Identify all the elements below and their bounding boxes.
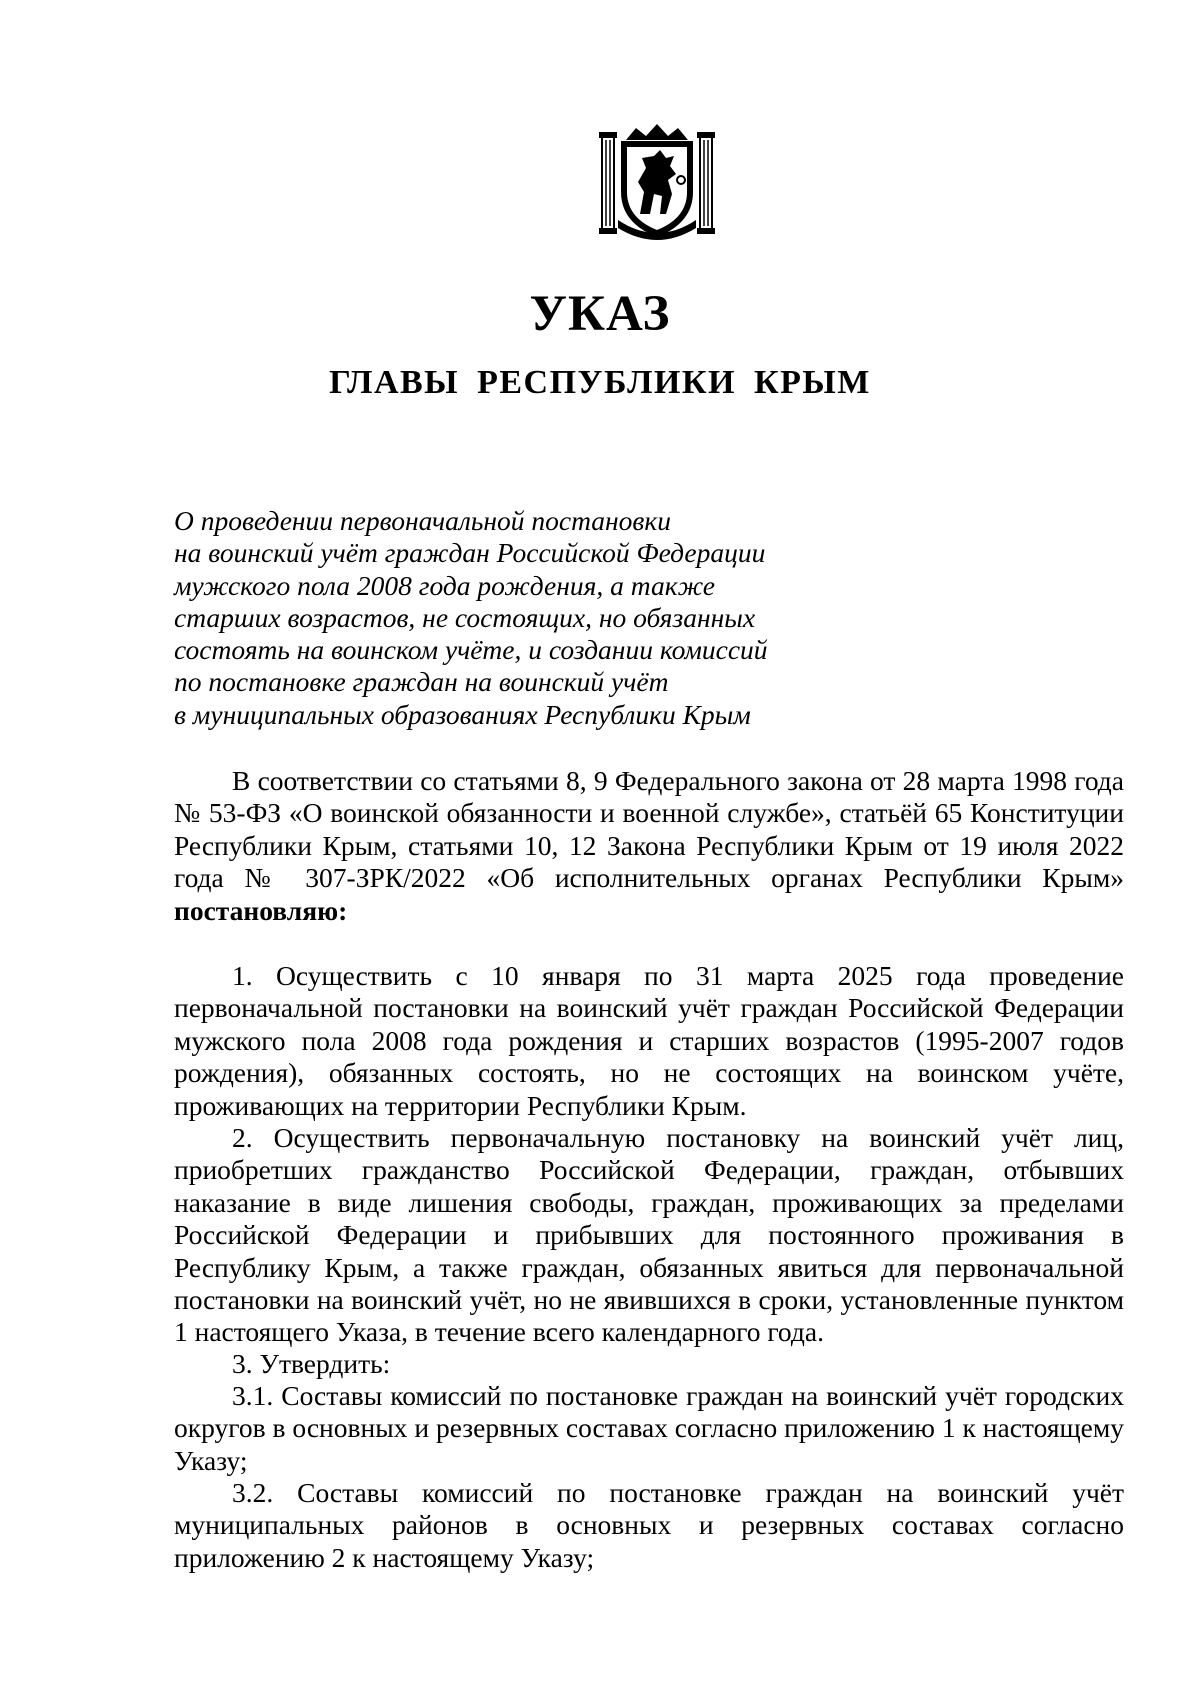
- subject-line: на воинский учёт граждан Российской Федерации: [174, 537, 766, 569]
- document-subject: [174, 505, 834, 731]
- paragraph-1: 1. Осуществить с 10 января по 31 марта 2025 года проведение первоначальной постановки на воинский учёт граждан Российской Федерации мужского пола 2008 года рождения и старших возрастов (1995-2007 годов рождения), обязанных состоять, но не состоящих на воинском учёте, проживающих на территории Республики Крым.: [174, 960, 1124, 1121]
- paragraph-2: 2. Осуществить первоначальную постановку на воинский учёт лиц, приобретших гражданство Российской Федерации, граждан, отбывших наказание в виде лишения свободы, граждан, проживающих за пределами Российской Федерации и прибывших для постоянного проживания в Республику Крым, а также граждан, обязанных явиться для первоначальной постановки на воинский учёт, но не явившихся в сроки, установленные пунктом 1 настоящего Указа, в течение всего календарного года.: [174, 1122, 1124, 1348]
- resolution-word: постановляю:: [174, 894, 348, 926]
- paragraph-3: 3. Утвердить:: [232, 1348, 391, 1379]
- crimea-coat-of-arms-icon: [596, 122, 718, 244]
- paragraph-3-1: 3.1. Составы комиссий по постановке граждан на воинский учёт городских округов в основных и резервных составах согласно приложению 1 к настоящему Указу;: [174, 1380, 1124, 1476]
- paragraph-3-2: 3.2. Составы комиссий по постановке граждан на воинский учёт муниципальных районов в основных и резервных составах согласно приложению 2 к настоящему Указу;: [174, 1477, 1124, 1573]
- subject-line: по постановке граждан на воинский учёт: [174, 666, 669, 698]
- preamble-text: В соответствии со статьями 8, 9 Федерального закона от 28 марта 1998 года № 53-ФЗ «О воинской обязанности и военной службе», статьёй 65 Конституции Республики Крым, статьями 10, 12 Закона Республики Крым от 19 июля 2022 года № 307-ЗРК/2022 «Об исполнительных органах Республики Крым»: [174, 765, 1124, 894]
- subject-line: состоять на воинском учёте, и создании комиссий: [174, 634, 768, 666]
- subject-line: старших возрастов, не состоящих, но обязанных: [174, 601, 756, 633]
- subject-line: мужского пола 2008 года рождения, а также: [174, 569, 716, 601]
- subject-line: О проведении первоначальной постановки: [174, 505, 671, 536]
- preamble-paragraph: [174, 765, 1124, 927]
- document-subtitle: ГЛАВЫ РЕСПУБЛИКИ КРЫМ: [329, 364, 871, 401]
- document-title: УКАЗ: [529, 286, 671, 342]
- subject-line: в муниципальных образованиях Республики Крым: [174, 698, 751, 730]
